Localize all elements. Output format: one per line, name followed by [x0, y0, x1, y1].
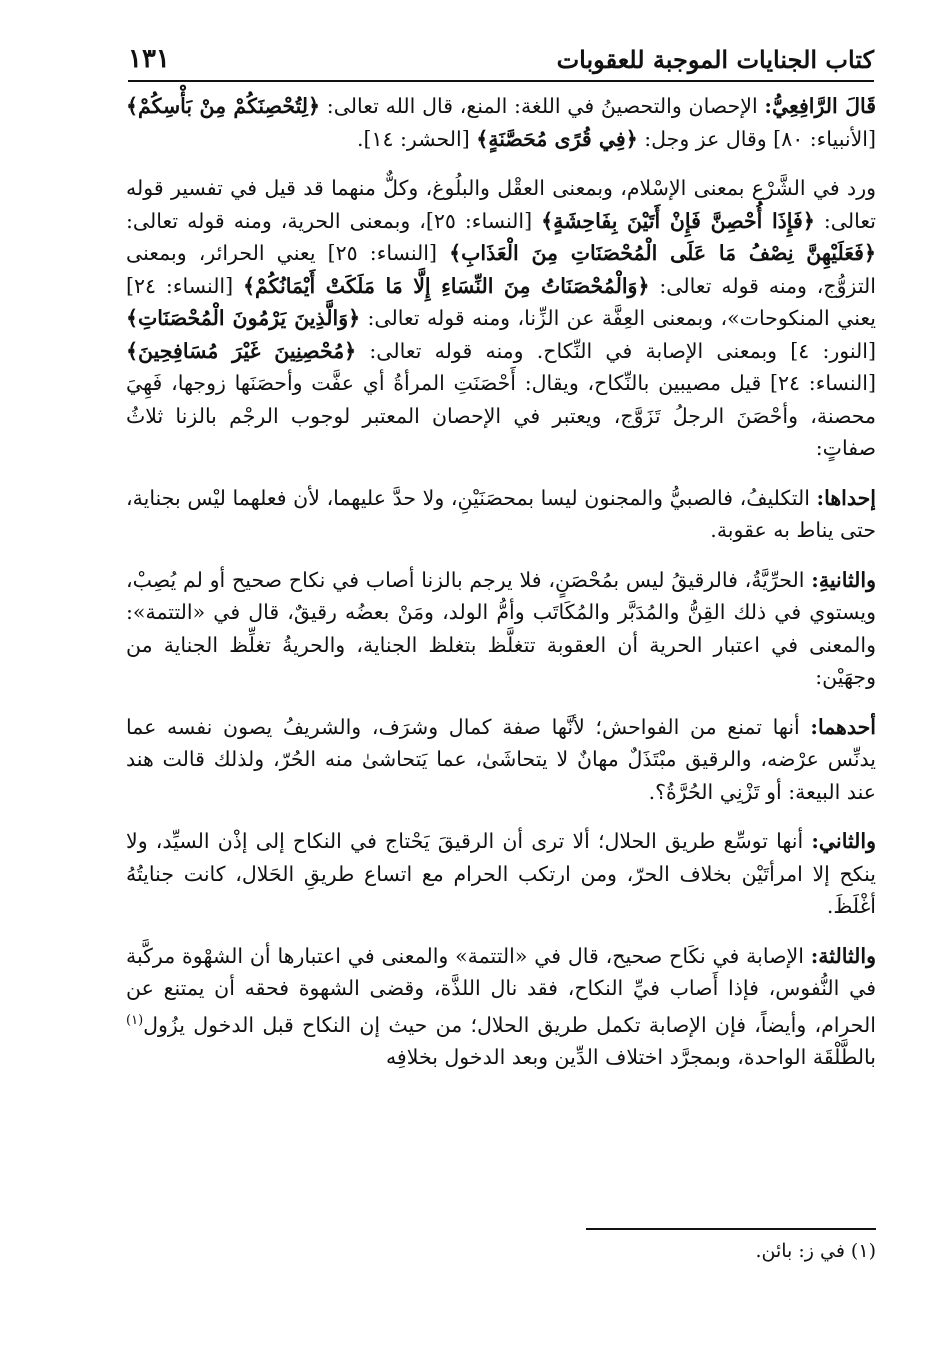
paragraph-first-condition — [126, 482, 876, 547]
paragraph-text: [الحشر: ١٤]. — [356, 126, 477, 151]
paragraph-first-aspect — [126, 711, 876, 809]
page-header — [128, 30, 874, 82]
paragraph-rafii — [126, 90, 876, 155]
paragraph-second-condition — [126, 564, 876, 694]
paragraph-text: [النساء: ٢٤] يعني المنكوحات»، وبمعنى العِفَّة عن الزِّنا، ومنه قوله تعالى: — [126, 273, 877, 330]
footnote-divider — [586, 1228, 876, 1230]
paragraph-text: الإصابة في نكَاح صحيح، قال في «التتمة» والمعنى في اعتبارها أن الشهْوة مركَّبة في النُّفوس، فإذا أَصاب فيِّ النكاح، فقد نال اللذَّة، وقضى الشهوة فحقه أن يمتنع عن الحرام، وأيضاً، فإن الإصابة تكمل طريق الحلال؛ من حيث إن النكاح قبل الدخول يزُول — [126, 943, 876, 1037]
paragraph-lead: والثالثة: — [810, 943, 876, 968]
paragraph-text: [النور: ٤] وبمعنى الإصابة في النِّكاح. ومنه قوله تعالى: — [356, 338, 876, 363]
quran-verse: ﴿وَالَّذِينَ يَرْمُونَ الْمُحْصَنَاتِ﴾ — [126, 306, 361, 330]
paragraph-text: بالطَّلْقَة الواحدة، وبمجرَّد اختلاف الدِّين وبعد الدخول بخلافِه — [385, 1044, 876, 1069]
quran-verse: ﴿فِي قُرًى مُحَصَّنَةٍ﴾ — [476, 126, 638, 151]
paragraph-text: الإحصان والتحصينُ في اللغة: المنع، قال الله تعالى: — [320, 94, 765, 118]
page-body — [126, 90, 876, 1090]
paragraph-lead: إحداها: — [816, 485, 876, 510]
quran-verse: ﴿لِتُحْصِنَكُمْ مِنْ بَأْسِكُمْ﴾ — [126, 94, 321, 118]
footnote-marker: (١) — [126, 1012, 144, 1028]
paragraph-text: أنها تمنع من الفواحش؛ لأنَّها صفة كمال وشرَف، والشريفُ يصون نفسه عما يدنِّس عرْضه، والرقيق مبْتَذَلٌ مهانٌ لا يتحاشَىٰ، عما يَتحاشىٰ منه الحُرّ، ولذلك قالت هند عند البيعة: أو تَزْنِي الحُرَّةُ؟. — [126, 714, 876, 804]
paragraph-text: أنها توسِّع طريق الحلال؛ ألا ترى أن الرقيقَ يَحْتاج في النكاح إلى إذْن السيِّد، ولا ينكح إلا امرأتَيْن بخلاف الحرّ، ومن ارتكب الحرام مع اتساع طريقِ الحَلال، كانت جنايتُهُ أغْلَظَ. — [126, 829, 876, 918]
paragraph-text: ورد في الشَّرْع بمعنى الإسْلام، وبمعنى العقْل والبلُوغ، وكلٌّ منهما قد قيل في تفسير قوله تعالى: — [126, 176, 876, 233]
paragraph-text: الحرِّيَّةُ، فالرقيقُ ليس بمُحْصَنٍ، فلا يرجم بالزنا أصاب في نكاح صحيح أو لم يُصِبْ، ويستوي في ذلك القِنُّ والمُدَبَّر والمُكَاتَب وأمُّ الولد، ومَنْ بعضُه رقيقٌ، قال في «التتمة»: والمعنى في اعتبار الحرية أن العقوبة تتغلَّظ بتغلظ الجناية، والحريةُ تغلِّظ الجناية من وجهَيْن: — [126, 567, 876, 689]
paragraph-lead: قَالَ الرَّافِعِيُّ: — [764, 94, 877, 118]
paragraph-meanings — [126, 172, 876, 465]
quran-verse: ﴿فَإِذَا أُحْصِنَّ فَإِنْ أَتَيْنَ بِفَاحِشَةٍ﴾ — [541, 208, 815, 233]
paragraph-text: التكليفُ، فالصبيُّ والمجنون ليسا بمحصَنَيْنِ، ولا حدَّ عليهما، لأن فعلهما ليْس بجناية، حتى يناط به عقوبة. — [126, 485, 876, 542]
paragraph-third-condition — [126, 940, 876, 1074]
paragraph-second-aspect — [126, 825, 876, 923]
footnote: (١) في ز: بائن. — [755, 1240, 876, 1262]
paragraph-text: [النساء: ٢٥]، وبمعنى الحرية، ومنه قوله تعالى: — [126, 208, 542, 233]
paragraph-lead: والثاني: — [811, 829, 876, 853]
quran-verse: ﴿وَالْمُحْصَنَاتُ مِنَ النِّسَاءِ إِلَّا مَا مَلَكَتْ أَيْمَانُكُمْ﴾ — [243, 273, 650, 298]
paragraph-lead: والثانيةِ: — [811, 567, 876, 592]
quran-verse: ﴿مُحْصِنِينَ غَيْرَ مُسَافِحِينَ﴾ — [126, 338, 357, 363]
running-title: كتاب الجنايات الموجبة للعقوبات — [556, 45, 874, 74]
paragraph-text: [الأنبياء: ٨٠] وقال عز وجل: — [637, 126, 876, 151]
paragraph-text: [النساء: ٢٤] قيل مصيبين بالنِّكاح، ويقال: أَحْصَنَتِ المرأةُ أي عفَّت وأحصَنَها زوجها، فَهِيَ محصنة، وأحْصَنَ الرجلُ تَزَوَّج، ويعتبر في الإحصان المعتبر لوجوب الرجْم بالزنا ثلاثُ صفاتٍ: — [126, 371, 877, 460]
quran-verse: ﴿فَعَلَيْهِنَّ نِصْفُ مَا عَلَى الْمُحْصَنَاتِ مِنَ الْعَذَابِ﴾ — [449, 241, 876, 265]
paragraph-lead: أحدهما: — [810, 714, 876, 739]
paragraph-text: [النساء: ٢٥] يعني الحرائر، وبمعنى التزوُّج، ومنه قوله تعالى: — [126, 241, 876, 298]
page-number: ١٣١ — [128, 44, 170, 74]
